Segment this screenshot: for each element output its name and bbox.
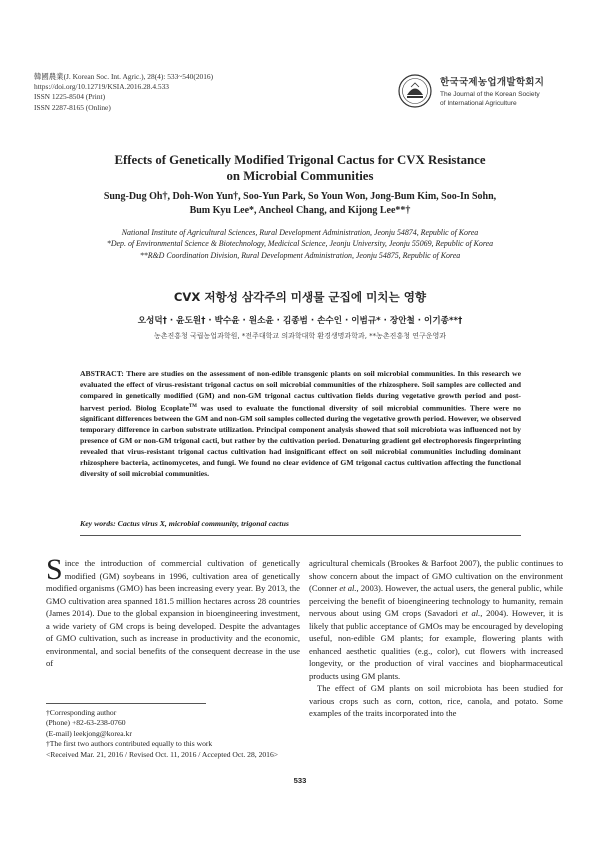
society-name-english-1: The Journal of the Korean Society — [440, 91, 540, 98]
et-al-2: et al., — [461, 608, 483, 618]
title-line-2: on Microbial Communities — [226, 169, 374, 183]
title-line-1: Effects of Genetically Modified Trigonal Cactus for CVX Resistance — [114, 153, 486, 167]
affiliation-3: **R&D Coordination Division, Rural Development Administration, Jeonju 54875, Republic of Korea — [139, 250, 461, 260]
page-number: 533 — [293, 776, 307, 785]
citation: 韓國農業(J. Korean Soc. Int. Agric.), 28(4): 533~540(2016) — [34, 72, 214, 81]
footnote-rule — [46, 703, 206, 704]
article-title — [60, 152, 540, 184]
trademark-sup: TM — [188, 403, 197, 409]
korean-authors: 오성덕† · 윤도원† · 박수윤 · 원소윤 · 김종범 · 손수인 · 이범규* · 장안철 · 이기종**† — [137, 316, 463, 326]
keywords: Key words: Cactus virus X, microbial community, trigonal cactus — [80, 519, 289, 528]
issn-print: ISSN 1225-8504 (Print) — [34, 92, 106, 102]
abstract-text-a: There are studies on the assessment of non-edible transgenic plants on soil microbial communities. In this research we evaluated the effect of virus-resistant trigonal cactus on soil microbial communities of the rhizosphere. Soil samples are collected and compared in genetically modified (GM) and non-GM trigonal cactus cultivation fields during vegetative growth period and post-harvest period. Biolog Ecoplate — [80, 369, 521, 413]
issn-online: ISSN 2287-8165 (Online) — [34, 102, 111, 112]
footnote-phone: (Phone) +82-63-238-0760 — [46, 718, 126, 728]
body-column-right — [309, 557, 563, 720]
journal-header — [34, 72, 213, 113]
body-column-left — [46, 553, 300, 670]
abstract-text-b: was used to evaluate the functional diversity of soil microbial communities. There were no significant differences between the GM and non-GM soil samples collected during the vegetative growth period. However, we observed temporary difference in carbon substrate utilization. Principal component analysis showed that soil microbiota was influenced not by presence of GM or non-GM trigonal cacti, but rather by the cultivation period. Denaturing gradient gel electrophoresis fingerprinting revealed that virus-resistant trigonal cactus cultivation had insignificant effect on soil microbial communities including dominant rhizosphere bacteria, actinomycetes, and fungi. We found no clear evidence of GM trigonal cactus cultivation affecting the functional diversity of soil microbial communities. — [80, 403, 521, 478]
footnote-corresponding: †Corresponding author — [46, 708, 117, 717]
footnote-received-dates: <Received Mar. 21, 2016 / Revised Oct. 11, 2016 / Accepted Oct. 28, 2016> — [46, 749, 279, 759]
affiliation-2: *Dep. of Environmental Science & Biotechnology, Medicical Science, Jeonju University, Jeonju 55069, Republic of Korea — [106, 239, 494, 249]
footnote-equal-contribution: †The first two authors contributed equally to this work — [46, 739, 213, 749]
authors-line-2: Bum Kyu Lee*, Ancheol Chang, and Kijong Lee**† — [189, 205, 411, 216]
affiliations — [30, 227, 570, 261]
korean-title: CVX 저항성 삼각주의 미생물 군집에 미치는 영향 — [173, 290, 427, 304]
body-right-paragraph-1: agricultural chemicals (Brookes & Barfoot 2007), the public continues to show concern about the impact of GMO cultivation on the environment (Conner et al., 2003). However, the actual users, the general public, while perceiving the benefit of bioengineering technology to humanity, remain nervous about using GM crops (Savadori et al., 2004). However, it is likely that public acceptance of GMOs may be encouraged by developing useful, non-edible GM plants; for example, flowering plants with enhanced aesthetic qualities (e.g., color), cut flowers with increased longevity, or the production of viral vaccines and biopharmaceutical products using GM plants. — [309, 558, 563, 681]
society-name-korean: 한국국제농업개발학회지 — [440, 77, 545, 88]
footnotes — [46, 708, 306, 760]
society-logo-emblem-icon — [398, 74, 432, 108]
society-name — [440, 74, 544, 108]
keywords-rule — [80, 535, 521, 536]
abstract-label: ABSTRACT: — [80, 369, 124, 378]
footnote-email[interactable]: (E-mail) leekjong@korea.kr — [46, 728, 132, 738]
doi-link[interactable]: https://doi.org/10.12719/KSIA.2016.28.4.533 — [34, 82, 169, 92]
et-al-1: et al., — [339, 583, 359, 593]
abstract — [80, 369, 521, 480]
korean-affiliations: 농촌진흥청 국립농업과학원, *전주대학교 의과학대학 환경생명과학과, **농촌진흥청 연구운영과 — [153, 332, 447, 340]
body-left-paragraph: ince the introduction of commercial cultivation of genetically modified (GM) soybeans in 1996, cultivation area of genetically modified organisms (GMO) has been increasing every year. By 2013, the GMO cultivation area spanned 181.5 million hectares across 28 countries (James 2014). Due to the global expansion in bioengineering investment, a wide variety of GM crops is being developed. Despite the advantages of GMO cultivation, such as increase in productivity and the economic, environmental, and social benefits of the consequent decrease in the use of — [46, 558, 300, 668]
society-name-english-2: of International Agriculture — [440, 99, 517, 107]
authors-line-1: Sung-Dug Oh†, Doh-Won Yun†, Soo-Yun Park, So Youn Won, Jong-Bum Kim, Soo-In Sohn, — [103, 191, 497, 202]
affiliation-1: National Institute of Agricultural Sciences, Rural Development Administration, Jeonju 54874, Republic of Korea — [121, 228, 479, 237]
drop-cap: S — [46, 553, 63, 586]
author-list — [60, 190, 540, 218]
body-right-paragraph-2: The effect of GM plants on soil microbiota has been studied for various crops such as corn, cotton, rice, canola, and potato. Some examples of the traits incorporated into the — [309, 683, 563, 718]
